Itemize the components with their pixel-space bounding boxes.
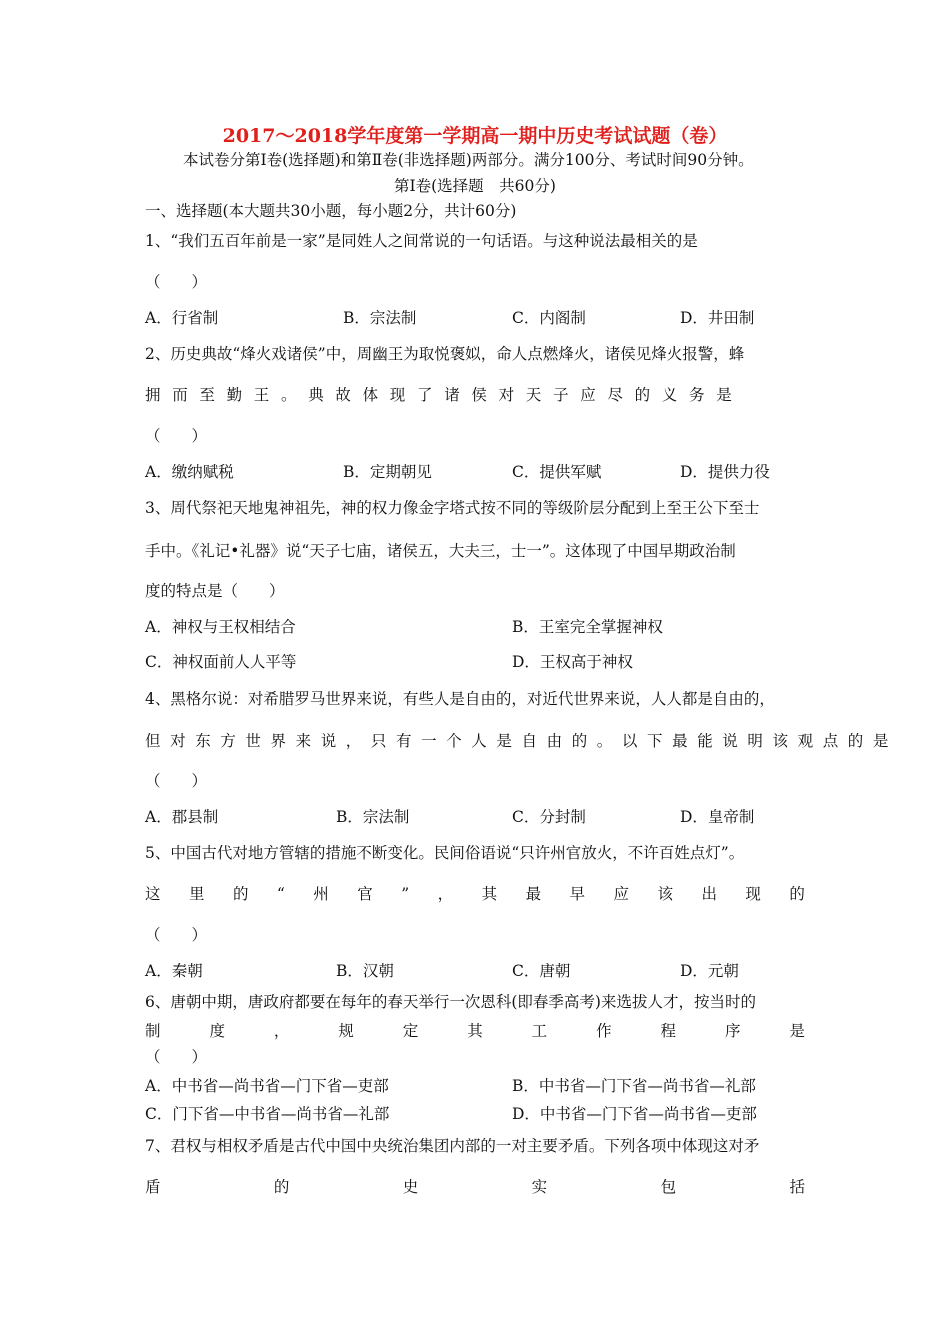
exam-title: 2017～2018学年度第一学期高一期中历史考试试题（卷） bbox=[222, 125, 728, 147]
q3-stem-line1: 3、周代祭祀天地鬼神祖先，神的权力像金字塔式按不同的等级阶层分配到上至王公下至士 bbox=[145, 499, 760, 517]
q5-stem: 5、中国古代对地方管辖的措施不断变化。民间俗语说“只许州官放火，不许百姓点灯”。 bbox=[145, 844, 745, 862]
q7-char: 括 bbox=[789, 1178, 805, 1196]
q6-char: 程 bbox=[660, 1022, 677, 1040]
q7-char: 包 bbox=[660, 1178, 677, 1196]
q6-option-d: D．中书省—门下省—尚书省—吏部 bbox=[512, 1105, 757, 1123]
q6-char: ， bbox=[273, 1022, 290, 1040]
q3-option-a: A．神权与王权相结合 bbox=[145, 618, 296, 636]
q6-char: 规 bbox=[338, 1022, 354, 1040]
q5-char: 该 bbox=[657, 885, 673, 903]
q2-option-a: A．缴纳赋税 bbox=[145, 463, 234, 481]
q5-char: “ bbox=[276, 885, 285, 903]
q5-option-a: A．秦朝 bbox=[145, 962, 203, 980]
q4-stem-spread: 但对东方世界来说，只有一个人是自由的。以下最能说明该观点的是 bbox=[145, 732, 899, 750]
exam-intro: 本试卷分第Ⅰ卷(选择题)和第Ⅱ卷(非选择题)两部分。满分100分、考试时间90分钟。 bbox=[183, 151, 754, 169]
q4-option-d: D．皇帝制 bbox=[680, 808, 755, 826]
q5-char: 州 bbox=[313, 885, 329, 903]
q7-char: 实 bbox=[531, 1178, 548, 1196]
q5-char: 里 bbox=[188, 885, 205, 903]
q5-char: 的 bbox=[789, 885, 805, 903]
q1-option-a: A．行省制 bbox=[145, 309, 219, 327]
section1-title: 一、选择题(本大题共30小题，每小题2分，共计60分) bbox=[145, 202, 517, 220]
q2-stem: 2、历史典故“烽火戏诸侯”中，周幽王为取悦褒姒，命人点燃烽火，诸侯见烽火报警，蜂 bbox=[145, 345, 745, 363]
q7-char: 的 bbox=[273, 1178, 290, 1196]
q6-char: 度 bbox=[209, 1022, 225, 1040]
q5-stem-spread bbox=[145, 884, 805, 904]
q5-char: 这 bbox=[145, 885, 161, 903]
q5-char: 官 bbox=[357, 885, 373, 903]
q4-blank: （ ） bbox=[145, 772, 208, 790]
q1-stem: 1、“我们五百年前是一家”是同姓人之间常说的一句话语。与这种说法最相关的是 bbox=[145, 232, 698, 250]
q2-option-d: D．提供力役 bbox=[680, 463, 770, 481]
q6-char: 工 bbox=[531, 1022, 548, 1040]
q6-char: 是 bbox=[789, 1022, 805, 1040]
q1-blank: （ ） bbox=[145, 273, 208, 291]
q6-option-a: A．中书省—尚书省—门下省—吏部 bbox=[145, 1077, 389, 1095]
q4-option-b: B．宗法制 bbox=[336, 808, 410, 826]
q5-char: 出 bbox=[701, 885, 717, 903]
q5-char: ” bbox=[401, 885, 410, 903]
q7-char: 史 bbox=[402, 1178, 419, 1196]
q5-char: 其 bbox=[481, 885, 498, 903]
part1-title: 第Ⅰ卷(选择题 共60分) bbox=[394, 177, 556, 195]
q3-option-b: B．王室完全掌握神权 bbox=[512, 618, 663, 636]
q7-stem-spread bbox=[145, 1177, 805, 1197]
q3-option-c: C．神权面前人人平等 bbox=[145, 653, 297, 671]
q1-option-c: C．内阁制 bbox=[512, 309, 586, 327]
q6-option-c: C．门下省—中书省—尚书省—礼部 bbox=[145, 1105, 390, 1123]
q5-option-d: D．元朝 bbox=[680, 962, 739, 980]
q6-char: 其 bbox=[467, 1022, 483, 1040]
q2-blank: （ ） bbox=[145, 427, 208, 445]
q6-char: 作 bbox=[596, 1022, 612, 1040]
q7-char: 盾 bbox=[145, 1178, 161, 1196]
q2-option-c: C．提供军赋 bbox=[512, 463, 602, 481]
q5-char: 早 bbox=[569, 885, 586, 903]
q6-char: 制 bbox=[145, 1022, 161, 1040]
q5-blank: （ ） bbox=[145, 926, 208, 944]
q6-option-b: B．中书省—门下省—尚书省—礼部 bbox=[512, 1077, 756, 1095]
q6-stem: 6、唐朝中期，唐政府都要在每年的春天举行一次恩科(即春季高考)来选拔人才，按当时的 bbox=[145, 993, 756, 1011]
q7-stem: 7、君权与相权矛盾是古代中国中央统治集团内部的一对主要矛盾。下列各项中体现这对矛 bbox=[145, 1137, 760, 1155]
q6-char: 定 bbox=[402, 1022, 419, 1040]
q5-char: 应 bbox=[613, 885, 630, 903]
q5-char: 现 bbox=[745, 885, 761, 903]
q2-stem-spread: 拥而至勤王。典故体现了诸侯对天子应尽的义务是 bbox=[145, 386, 744, 404]
q6-char: 序 bbox=[724, 1022, 741, 1040]
q5-option-b: B．汉朝 bbox=[336, 962, 394, 980]
q1-option-d: D．井田制 bbox=[680, 309, 755, 327]
q3-stem-line3: 度的特点是（ ） bbox=[145, 582, 285, 600]
q5-char: 的 bbox=[232, 885, 249, 903]
q3-stem-line2: 手中。《礼记•礼器》说“天子七庙，诸侯五，大夫三，士一”。这体现了中国早期政治制 bbox=[145, 542, 736, 560]
q1-option-b: B．宗法制 bbox=[343, 309, 417, 327]
q4-option-a: A．郡县制 bbox=[145, 808, 219, 826]
q6-stem-spread bbox=[145, 1021, 805, 1041]
q6-blank: （ ） bbox=[145, 1048, 208, 1066]
q4-stem: 4、黑格尔说：对希腊罗马世界来说，有些人是自由的，对近代世界来说，人人都是自由的， bbox=[145, 690, 775, 708]
q5-char: ， bbox=[437, 885, 454, 903]
q2-option-b: B．定期朝见 bbox=[343, 463, 432, 481]
q5-option-c: C．唐朝 bbox=[512, 962, 571, 980]
q3-option-d: D．王权高于神权 bbox=[512, 653, 633, 671]
q4-option-c: C．分封制 bbox=[512, 808, 586, 826]
q5-char: 最 bbox=[525, 885, 542, 903]
